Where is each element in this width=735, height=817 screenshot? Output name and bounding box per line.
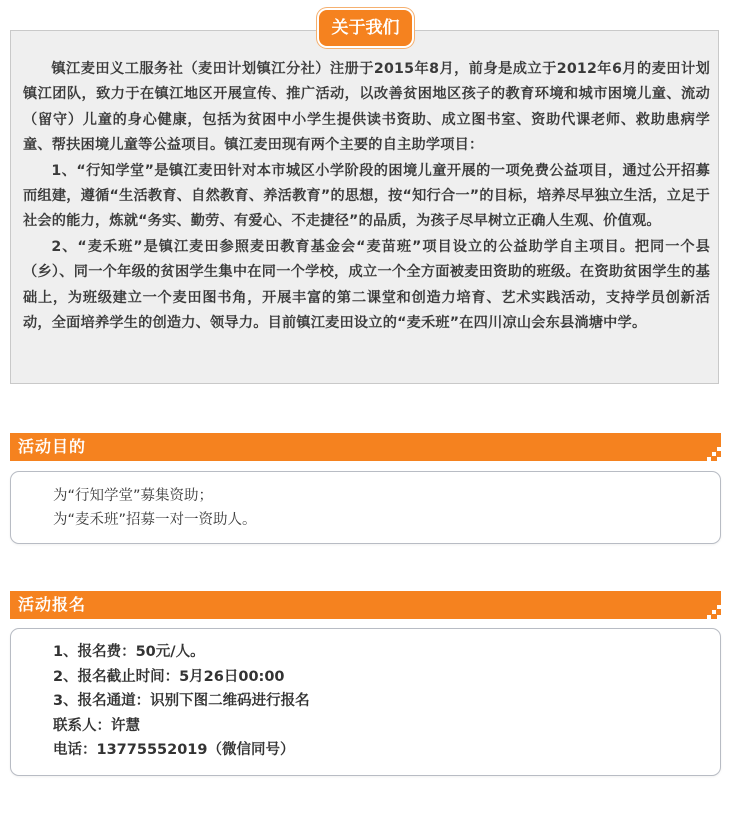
signup-deadline: 2、报名截止时间：5月26日00:00 [53,668,285,685]
about-paragraph-maihe: 2、“麦禾班”是镇江麦田参照麦田教育基金会“麦苗班”项目设立的公益助学自主项目。把同一个县（乡）、同一个年级的贫困学生集中在同一个学校，成立一个全方面被麦田资助的班级。在资助贫困学生的基础上，为班级建立一个麦田图书角，开展丰富的第二课堂和创造力培育、艺术实践活动，支持学员创新活动，全面培养学生的创造力、领导力。目前镇江麦田设立的“麦禾班”在四川凉山会东县淌塘中学。 [23,238,710,332]
about-paragraph-xingzhi: 1、“行知学堂”是镇江麦田针对本市城区小学阶段的困境儿童开展的一项免费公益项目，通过公开招募而组建，遵循“生活教育、自然教育、养活教育”的思想，按“知行合一”的目标，培养尽早独立生活，立足于社会的能力，炼就“务实、勤劳、有爱心、不走捷径”的品质，为孩子尽早树立正确人生观、价值观。 [23,162,710,230]
about-box [10,30,719,384]
signup-fee: 1、报名费：50元/人。 [53,644,205,660]
corner-pattern-icon [707,447,721,461]
purpose-list [53,484,257,532]
purpose-banner [10,433,721,461]
about-text [23,57,710,336]
purpose-box [10,471,721,544]
corner-pattern-icon [707,605,721,619]
purpose-item: 为“行知学堂”募集资助； [53,488,214,504]
signup-box [10,628,721,776]
signup-channel: 3、报名通道：识别下图二维码进行报名 [53,693,310,709]
about-title: 关于我们 [319,10,412,46]
signup-contact: 联系人：许慧 [53,717,140,734]
signup-phone: 电话：13775552019（微信同号） [53,742,295,758]
purpose-title: 活动目的 [18,437,87,456]
signup-banner [10,591,721,619]
about-paragraph-intro: 镇江麦田义工服务社（麦田计划镇江分社）注册于2015年8月，前身是成立于2012年6月的麦田计划镇江团队，致力于在镇江地区开展宣传、推广活动，以改善贫困地区孩子的教育环境和城市困境儿童、流动（留守）儿童的身心健康，包括为贫困中小学生提供读书资助、成立图书室、资助代课老师、救助患病学童、帮扶困境儿童等公益项目。镇江麦田现有两个主要的自主助学项目： [23,61,710,154]
purpose-item: 为“麦禾班”招募一对一资助人。 [53,512,257,528]
signup-list [53,640,310,763]
signup-title: 活动报名 [18,595,87,614]
